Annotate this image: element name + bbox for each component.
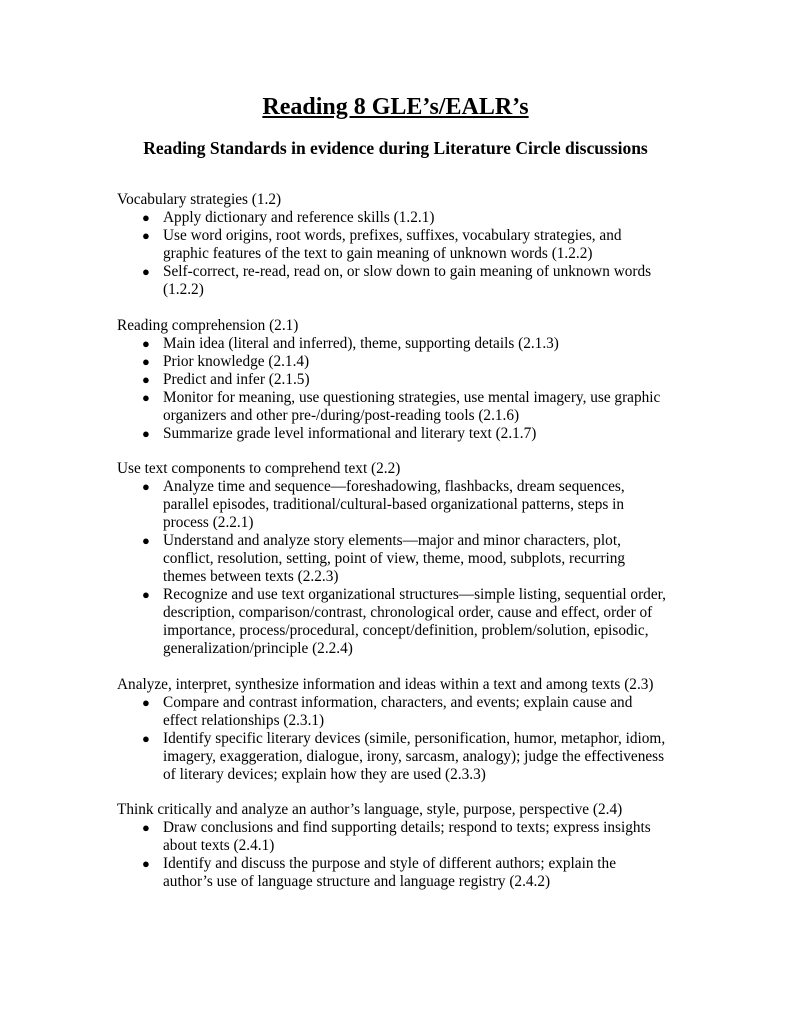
bullet-icon: ●	[142, 730, 150, 746]
standards-section	[117, 317, 677, 443]
section-heading: Think critically and analyze an author’s language, style, purpose, perspective (2.4)	[117, 801, 623, 818]
list-item-text: Predict and infer (2.1.5)	[163, 370, 310, 388]
section-heading: Analyze, interpret, synthesize information and ideas within a text and among texts (2.3)	[117, 675, 654, 693]
list-item-text: Use word origins, root words, prefixes, suffixes, vocabulary strategies, and	[163, 227, 622, 244]
list-item	[117, 209, 677, 227]
bullet-icon: ●	[142, 264, 150, 279]
standards-sections	[117, 191, 677, 909]
list-item	[117, 389, 677, 425]
bullet-icon: ●	[142, 425, 150, 441]
list-item-text: effect relationships (2.3.1)	[163, 711, 325, 729]
list-item-text: of literary devices; explain how they are used (2.3.3)	[163, 765, 486, 783]
bullet-icon: ●	[142, 335, 150, 351]
list-item	[117, 819, 677, 855]
standards-section	[117, 676, 677, 784]
list-item-text: Understand and analyze story elements—major and minor characters, plot,	[163, 532, 621, 549]
page-title: Reading 8 GLE’s/EALR’s	[262, 94, 529, 120]
list-item-text: Apply dictionary and reference skills (1.2.1)	[163, 209, 435, 226]
bullet-icon: ●	[142, 228, 150, 243]
list-item	[117, 586, 677, 658]
standards-section	[117, 460, 677, 658]
bullet-list	[117, 694, 677, 784]
bullet-icon: ●	[142, 820, 150, 835]
list-item-text: author’s use of language structure and language registry (2.4.2)	[163, 873, 551, 890]
bullet-icon: ●	[142, 371, 150, 387]
bullet-icon: ●	[142, 587, 150, 602]
bullet-icon: ●	[142, 210, 150, 225]
section-heading: Reading comprehension (2.1)	[117, 316, 299, 334]
bullet-list	[117, 478, 677, 658]
list-item	[117, 694, 677, 730]
list-item-text: about texts (2.4.1)	[163, 837, 275, 854]
list-item-text: conflict, resolution, setting, point of view, theme, mood, subplots, recurring	[163, 550, 626, 567]
list-item-text: Compare and contrast information, characters, and events; explain cause and	[163, 693, 633, 711]
list-item-text: Main idea (literal and inferred), theme, supporting details (2.1.3)	[163, 334, 559, 352]
list-item	[117, 425, 677, 443]
list-item	[117, 227, 677, 263]
list-item-text: Identify and discuss the purpose and style of different authors; explain the	[163, 855, 616, 872]
page-subtitle: Reading Standards in evidence during Literature Circle discussions	[143, 138, 648, 158]
list-item-text: Draw conclusions and find supporting details; respond to texts; express insights	[163, 819, 651, 836]
bullet-list	[117, 209, 677, 299]
bullet-icon: ●	[142, 353, 150, 369]
list-item-text: description, comparison/contrast, chronological order, cause and effect, order of	[163, 604, 653, 621]
list-item-text: Summarize grade level informational and literary text (2.1.7)	[163, 424, 537, 442]
list-item	[117, 263, 677, 299]
bullet-icon: ●	[142, 479, 150, 494]
list-item-text: Recognize and use text organizational structures—simple listing, sequential order,	[163, 586, 666, 603]
bullet-list	[117, 819, 677, 891]
list-item-text: (1.2.2)	[163, 281, 204, 298]
bullet-icon: ●	[142, 856, 150, 871]
list-item-text: Monitor for meaning, use questioning strategies, use mental imagery, use graphic	[163, 388, 661, 406]
list-item-text: parallel episodes, traditional/cultural-based organizational patterns, steps in	[163, 496, 625, 513]
list-item	[117, 371, 677, 389]
list-item-text: Prior knowledge (2.1.4)	[163, 352, 310, 370]
section-heading: Vocabulary strategies (1.2)	[117, 191, 282, 208]
list-item	[117, 353, 677, 371]
list-item-text: Self-correct, re-read, read on, or slow down to gain meaning of unknown words	[163, 263, 652, 280]
list-item-text: graphic features of the text to gain meaning of unknown words (1.2.2)	[163, 245, 593, 262]
bullet-icon: ●	[142, 694, 150, 710]
list-item-text: imagery, exaggeration, dialogue, irony, sarcasm, analogy); judge the effectiveness	[163, 747, 665, 765]
list-item	[117, 335, 677, 353]
bullet-icon: ●	[142, 533, 150, 548]
list-item-text: generalization/principle (2.2.4)	[163, 640, 353, 657]
list-item-text: organizers and other pre-/during/post-reading tools (2.1.6)	[163, 406, 520, 424]
list-item-text: process (2.2.1)	[163, 514, 254, 531]
list-item	[117, 478, 677, 532]
list-item-text: importance, process/procedural, concept/definition, problem/solution, episodic,	[163, 622, 649, 639]
standards-section	[117, 191, 677, 299]
section-heading: Use text components to comprehend text (2.2)	[117, 460, 401, 477]
bullet-icon: ●	[142, 389, 150, 405]
bullet-list	[117, 335, 677, 443]
list-item-text: Identify specific literary devices (simile, personification, humor, metaphor, idiom,	[163, 729, 666, 747]
list-item-text: themes between texts (2.2.3)	[163, 568, 339, 585]
list-item-text: Analyze time and sequence—foreshadowing, flashbacks, dream sequences,	[163, 478, 625, 495]
list-item	[117, 730, 677, 784]
standards-section	[117, 801, 677, 891]
list-item	[117, 532, 677, 586]
list-item	[117, 855, 677, 891]
